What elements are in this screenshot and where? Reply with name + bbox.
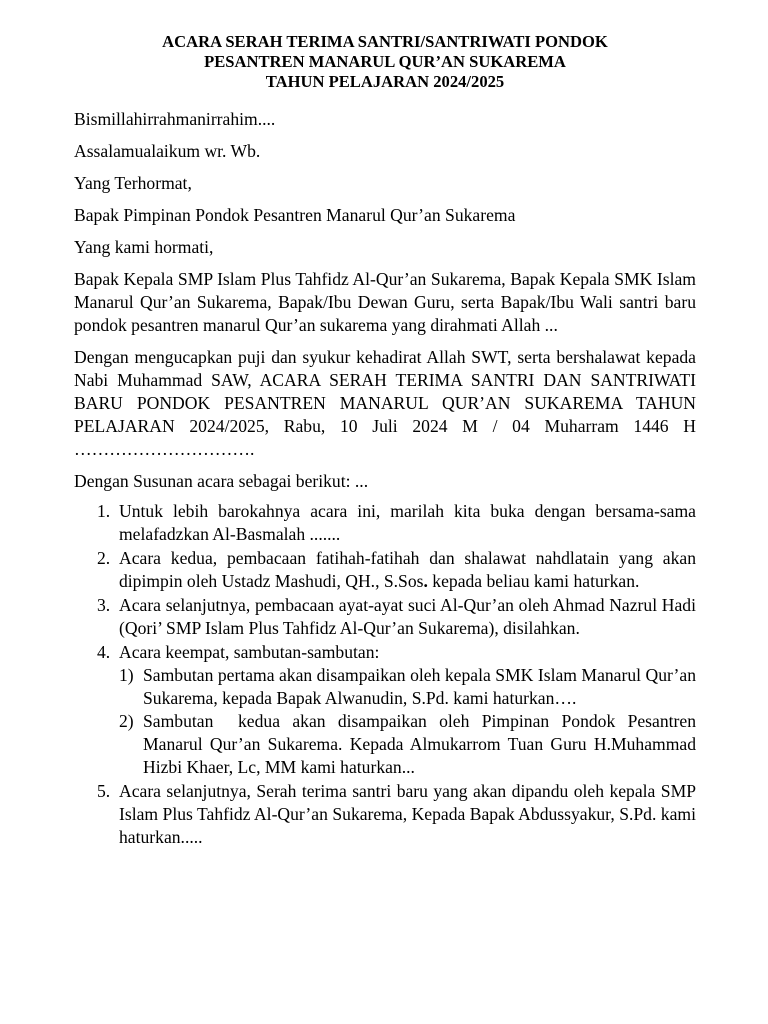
title-line-3: TAHUN PELAJARAN 2024/2025	[265, 72, 505, 91]
agenda-item-2	[74, 547, 696, 593]
document-title	[74, 32, 696, 92]
paragraph-susunan: Dengan Susunan acara sebagai berikut: ...	[74, 471, 369, 491]
paragraph-pimpinan: Bapak Pimpinan Pondok Pesantren Manarul Qur’an Sukarema	[74, 205, 516, 225]
sambutan-text: Sambutan pertama akan disampaikan oleh kepala SMK Islam Manarul Qur’an Sukarema, kepada Bapak Alwanudin, S.Pd. kami haturkan….	[143, 665, 696, 708]
agenda-number: 2.	[97, 548, 111, 568]
paragraph-basmalah: Bismillahirrahmanirrahim....	[74, 109, 276, 129]
sambutan-number: 1)	[119, 665, 134, 685]
sambutan-text: Sambutan kedua akan disampaikan oleh Pimpinan Pondok Pesantren Manarul Qur’an Sukarema. Kepada Almukarrom Tuan Guru H.Muhammad Hizbi Khaer, Lc, MM kami haturkan...	[143, 711, 701, 777]
agenda-item-1	[74, 500, 696, 546]
agenda-number: 3.	[97, 595, 111, 615]
paragraph-salam: Assalamualaikum wr. Wb.	[74, 141, 261, 161]
title-line-1: ACARA SERAH TERIMA SANTRI/SANTRIWATI PONDOK	[162, 32, 608, 51]
sambutan-number: 2)	[119, 711, 134, 731]
agenda-item-4	[74, 641, 701, 779]
paragraph-pembuka: Dengan mengucapkan puji dan syukur kehadirat Allah SWT, serta bershalawat kepada Nabi Muhammad SAW, ACARA SERAH TERIMA SANTRI DAN SANTRIWATI BARU PONDOK PESANTREN MANARUL QUR’AN SUKAREMA TAHUN PELAJARAN 2024/2025, Rabu, 10 Juli 2024 M / 04 Muharram 1446 H ………………………….	[74, 347, 696, 459]
paragraph-terhormat: Yang Terhormat,	[74, 173, 192, 193]
document-page	[74, 32, 701, 850]
paragraph-tamu: Bapak Kepala SMP Islam Plus Tahfidz Al-Qur’an Sukarema, Bapak Kepala SMK Islam Manarul Qur’an Sukarema, Bapak/Ibu Dewan Guru, serta Bapak/Ibu Wali santri baru pondok pesantren manarul Qur’an sukarema yang dirahmati Allah ...	[74, 269, 696, 335]
agenda-number: 5.	[97, 781, 111, 801]
agenda-item-3	[74, 594, 696, 640]
agenda-text: Acara selanjutnya, pembacaan ayat-ayat suci Al-Qur’an oleh Ahmad Nazrul Hadi (Qori’ SMP Islam Plus Tahfidz Al-Qur’an Sukarema), disilahkan.	[119, 595, 696, 638]
paragraph-hormati: Yang kami hormati,	[74, 237, 214, 257]
agenda-text: Acara keempat, sambutan-sambutan:	[119, 642, 380, 662]
agenda-item-5	[74, 780, 696, 849]
title-line-2: PESANTREN MANARUL QUR’AN SUKAREMA	[204, 52, 566, 71]
agenda-number: 1.	[97, 501, 111, 521]
agenda-text: Acara selanjutnya, Serah terima santri baru yang akan dipandu oleh kepala SMP Islam Plus Tahfidz Al-Qur’an Sukarema, Kepada Bapak Abdussyakur, S.Pd. kami haturkan.....	[119, 781, 696, 847]
agenda-list	[74, 500, 701, 849]
agenda-text-after: kepada beliau kami haturkan.	[427, 571, 640, 591]
agenda-number: 4.	[97, 642, 111, 662]
sambutan-item-2	[119, 710, 701, 779]
agenda-text: Acara kedua, pembacaan fatihah-fatihah dan shalawat nahdlatain yang akan dipimpin oleh Ustadz Mashudi, QH., S.Sos	[119, 548, 696, 591]
agenda-text-bold: .	[423, 571, 428, 591]
agenda-text: Untuk lebih barokahnya acara ini, marilah kita buka dengan bersama-sama melafadzkan Al-Basmalah .......	[119, 501, 696, 544]
sambutan-list	[119, 664, 701, 779]
sambutan-item-1	[119, 664, 696, 710]
